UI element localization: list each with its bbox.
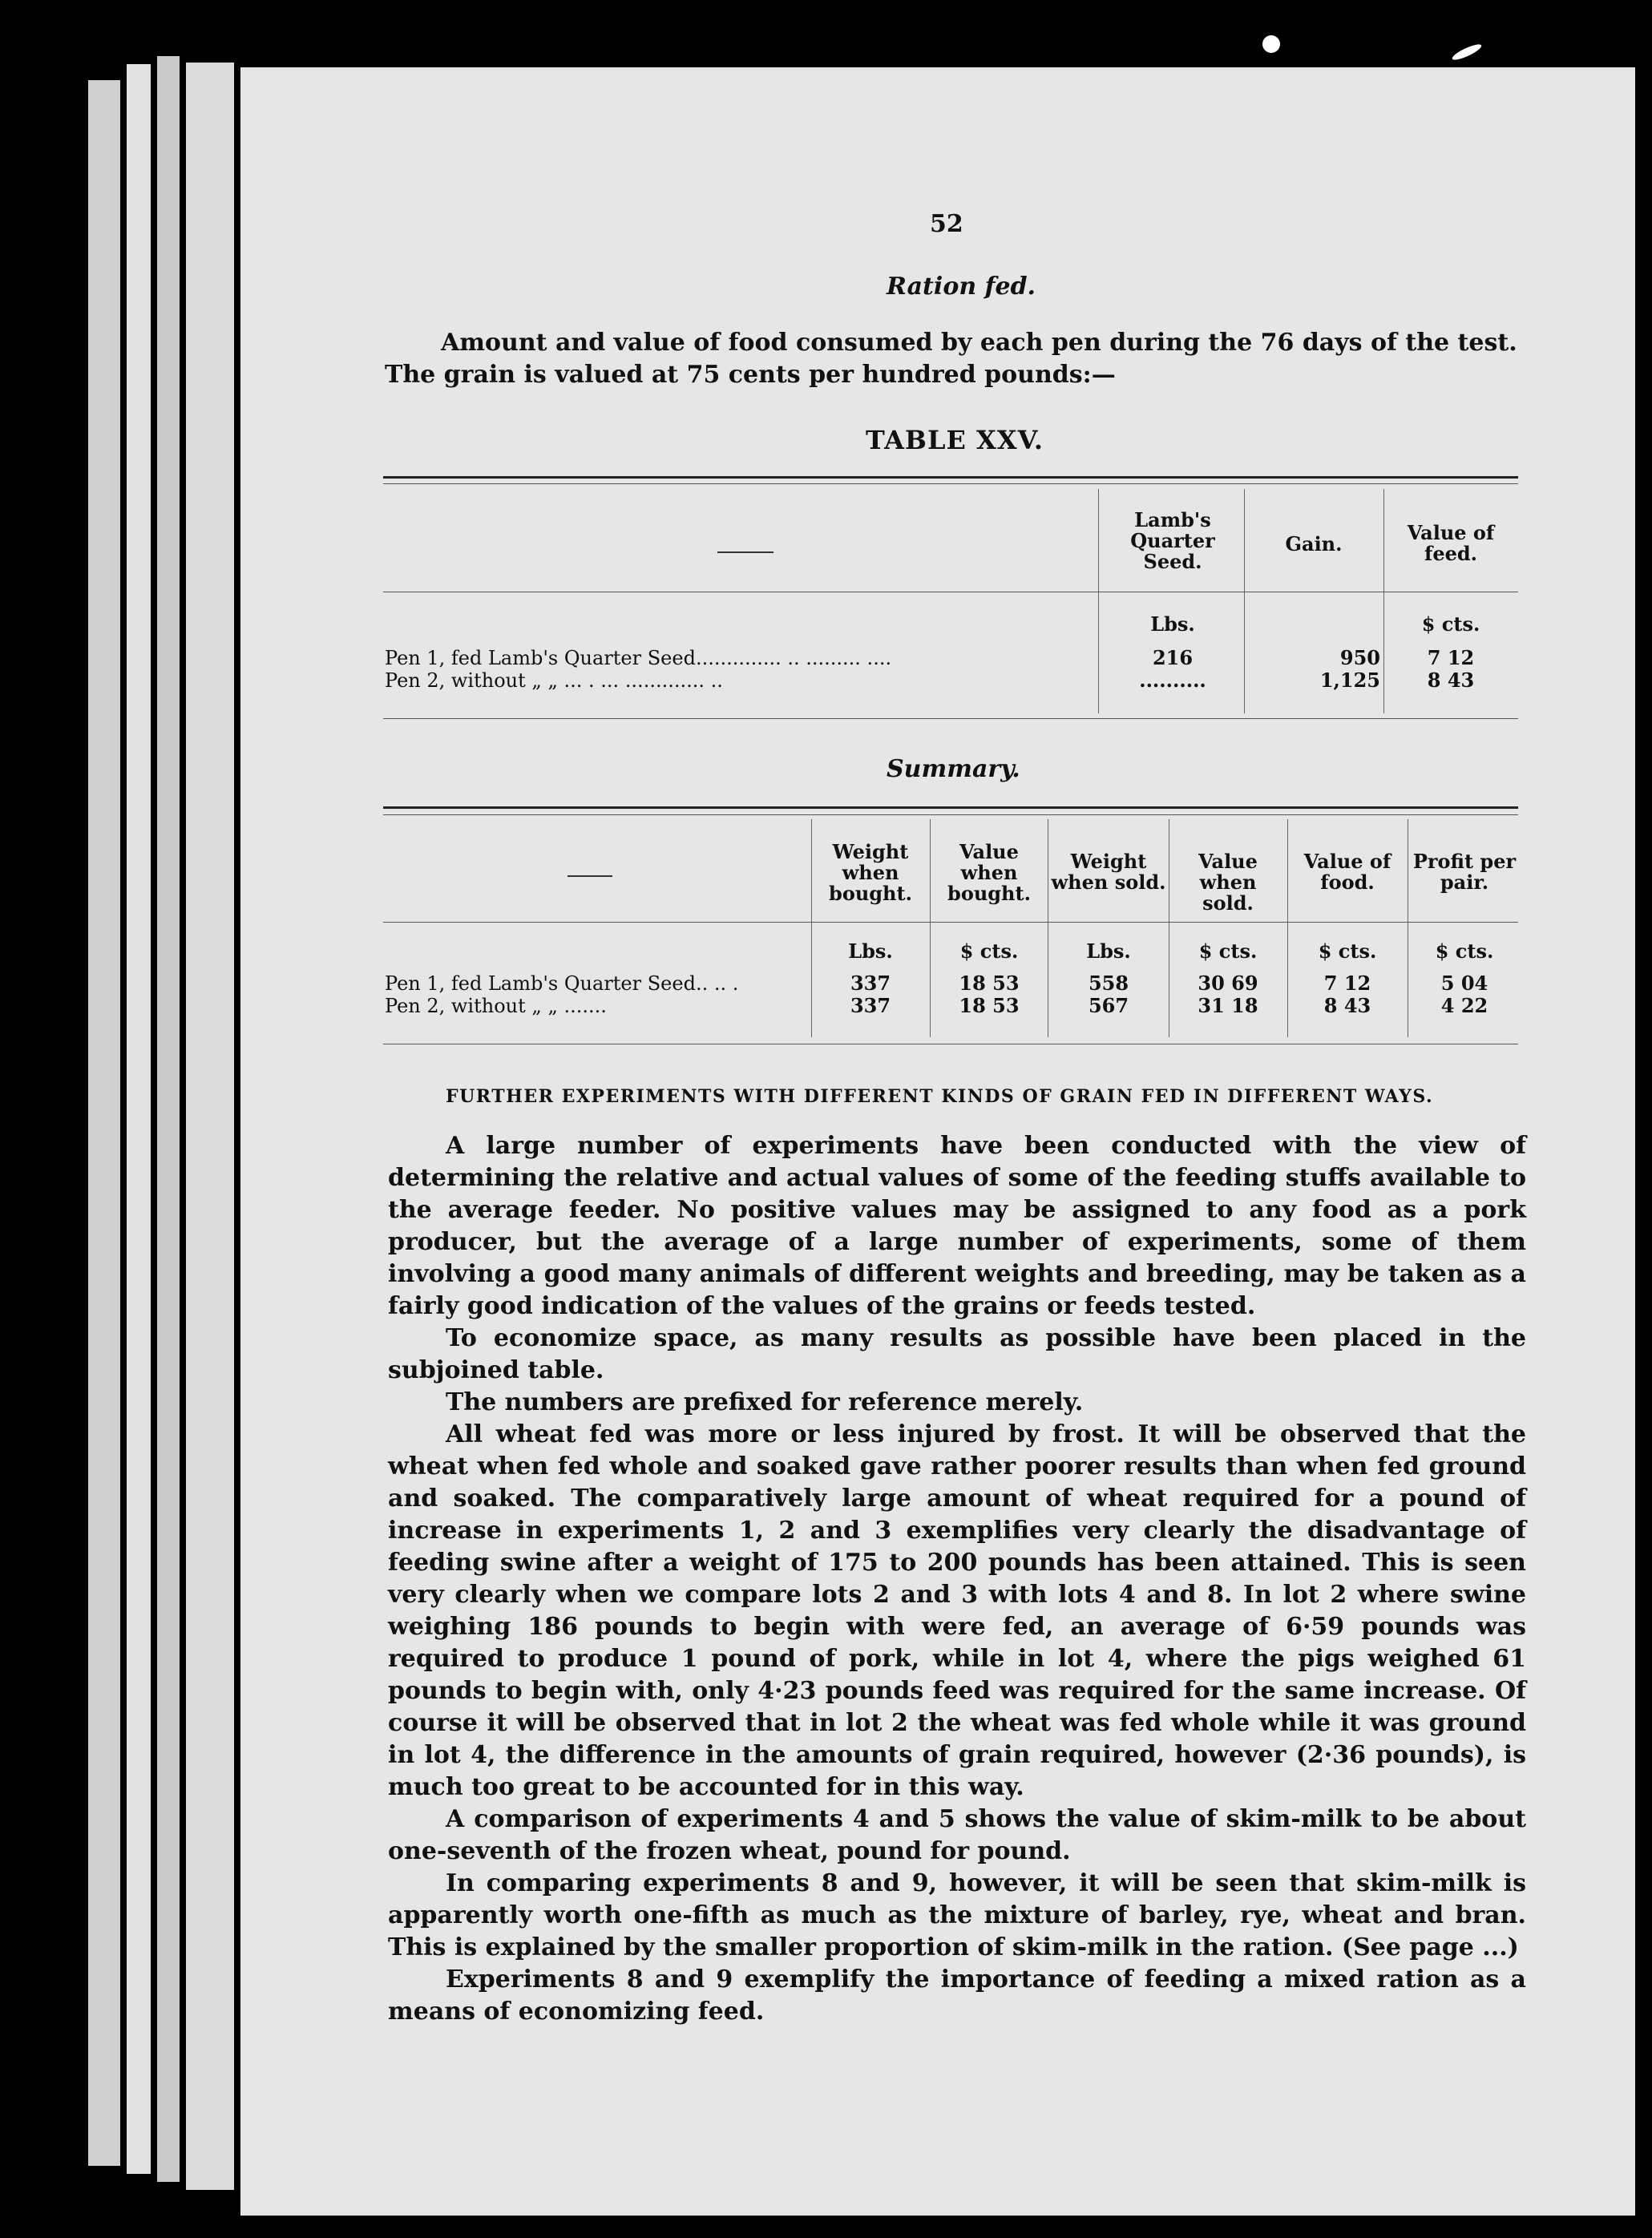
column-header: Value when sold. — [1198, 850, 1258, 915]
book-edge — [88, 80, 120, 2166]
column-header: Value of food. — [1303, 850, 1391, 894]
table-cell: 567 — [1088, 994, 1129, 1017]
table-cell: 31 18 — [1198, 994, 1258, 1017]
further-experiments-heading: FURTHER EXPERIMENTS WITH DIFFERENT KINDS OF GRAIN FED IN DIFFERENT WAYS. — [446, 1086, 1434, 1107]
table-row-label: Pen 2, without „ „ ... . ... ............. .. — [385, 669, 723, 692]
body-text — [388, 1130, 1526, 2028]
table-cell: 7 12 — [1427, 646, 1475, 669]
table-cell: 18 53 — [959, 994, 1020, 1017]
column-header: Lamb's Quarter Seed. — [1130, 508, 1215, 573]
section-heading: Ration fed. — [887, 273, 1036, 301]
table-cell: 30 69 — [1198, 972, 1258, 995]
stub-header — [717, 551, 773, 553]
table-cell: .......... — [1139, 669, 1206, 692]
paragraph: All wheat fed was more or less injured by frost. It will be observed that the wheat when fed whole and soaked gave rather poorer results than when fed ground and soaked. The comparatively large amount of wheat required for a pound of increase in experiments 1, 2 and 3 exemplifies very clearly the disadvantage of feeding swine after a weight of 175 to 200 pounds has been attained. This is seen very clearly when we compare lots 2 and 3 with lots 4 and 8. In lot 2 where swine weighing 186 pounds to begin with were fed, an average of 6·59 pounds was required to produce 1 pound of pork, while in lot 4, where the pigs weighed 61 pounds to begin with, only 4·23 pounds feed was required for the same increase. Of course it will be observed that in lot 2 the wheat was fed whole while it was ground in lot 4, the difference in the amounts of grain required, however (2·36 pounds), is much too great to be accounted for in this way. — [388, 1420, 1526, 1801]
table-cell: 7 12 — [1323, 972, 1371, 995]
scan-speck — [1451, 42, 1483, 63]
table-cell: 1,125 — [1319, 669, 1380, 692]
unit-label: Lbs. — [848, 939, 893, 963]
column-header: Weight when sold. — [1051, 850, 1166, 894]
table-title: TABLE XXV. — [866, 425, 1044, 455]
table-cell: 18 53 — [959, 972, 1020, 995]
unit-label: $ cts. — [1421, 612, 1480, 636]
paragraph: A comparison of experiments 4 and 5 shows the value of skim-milk to be about one-seventh of the frozen wheat, pound for pound. — [388, 1805, 1526, 1865]
table-cell: 8 43 — [1323, 994, 1371, 1017]
intro-paragraph — [385, 327, 1523, 391]
paragraph: Experiments 8 and 9 exemplify the importance of feeding a mixed ration as a means of economizing feed. — [388, 1965, 1526, 2026]
unit-label: $ cts. — [959, 939, 1019, 963]
page-number: 52 — [930, 210, 963, 238]
unit-label: Lbs. — [1150, 612, 1195, 636]
book-edge — [186, 63, 234, 2190]
unit-label: $ cts. — [1198, 939, 1258, 963]
intro-line: The grain is valued at 75 cents per hundred pounds:— — [385, 361, 1116, 389]
table-cell: 337 — [850, 994, 891, 1017]
unit-label: $ cts. — [1318, 939, 1377, 963]
column-header: Value when bought. — [947, 840, 1031, 905]
paragraph: To economize space, as many results as possible have been placed in the subjoined table. — [388, 1324, 1526, 1384]
paragraph: A large number of experiments have been conducted with the view of determining the relative and actual values of some of the feeding stuffs available to the average feeder. No positive values may be assigned to any food as a pork producer, but the average of a large number of experiments, some of them involving a good many animals of different weights and breeding, may be taken as a fairly good indication of the values of the grains or feeds tested. — [388, 1132, 1526, 1320]
table-row-label: Pen 1, fed Lamb's Quarter Seed.............. .. ......... .... — [385, 647, 892, 669]
column-header: Weight when bought. — [829, 840, 912, 905]
table-cell: 216 — [1152, 646, 1194, 669]
book-edge — [127, 64, 151, 2174]
paragraph: The numbers are prefixed for reference merely. — [446, 1388, 1084, 1416]
table-cell: 337 — [850, 972, 891, 995]
column-header: Profit per pair. — [1412, 850, 1517, 894]
table-cell: 558 — [1088, 972, 1129, 995]
table-cell: 5 04 — [1440, 972, 1488, 995]
unit-label: $ cts. — [1435, 939, 1494, 963]
table-row-label: Pen 2, without „ „ ....... — [385, 995, 607, 1017]
table-cell: 4 22 — [1440, 994, 1488, 1017]
intro-line: Amount and value of food consumed by each pen during the 76 days of the test. — [441, 329, 1517, 357]
table-row-label: Pen 1, fed Lamb's Quarter Seed.. .. . — [385, 972, 739, 995]
scan-speck — [1262, 35, 1280, 53]
column-header: Value of feed. — [1407, 521, 1495, 565]
stub-header — [567, 875, 612, 877]
summary-heading: Summary. — [887, 755, 1020, 783]
paragraph: In comparing experiments 8 and 9, however, it will be seen that skim-milk is apparently worth one-fifth as much as the mixture of barley, rye, wheat and bran. This is explained by the smaller proportion of skim-milk in the ration. (See page ...) — [388, 1869, 1526, 1961]
table-cell: 950 — [1339, 646, 1380, 669]
book-edge — [157, 56, 180, 2182]
unit-label: Lbs. — [1086, 939, 1131, 963]
table-cell: 8 43 — [1427, 669, 1475, 692]
column-header: Gain. — [1285, 532, 1343, 555]
